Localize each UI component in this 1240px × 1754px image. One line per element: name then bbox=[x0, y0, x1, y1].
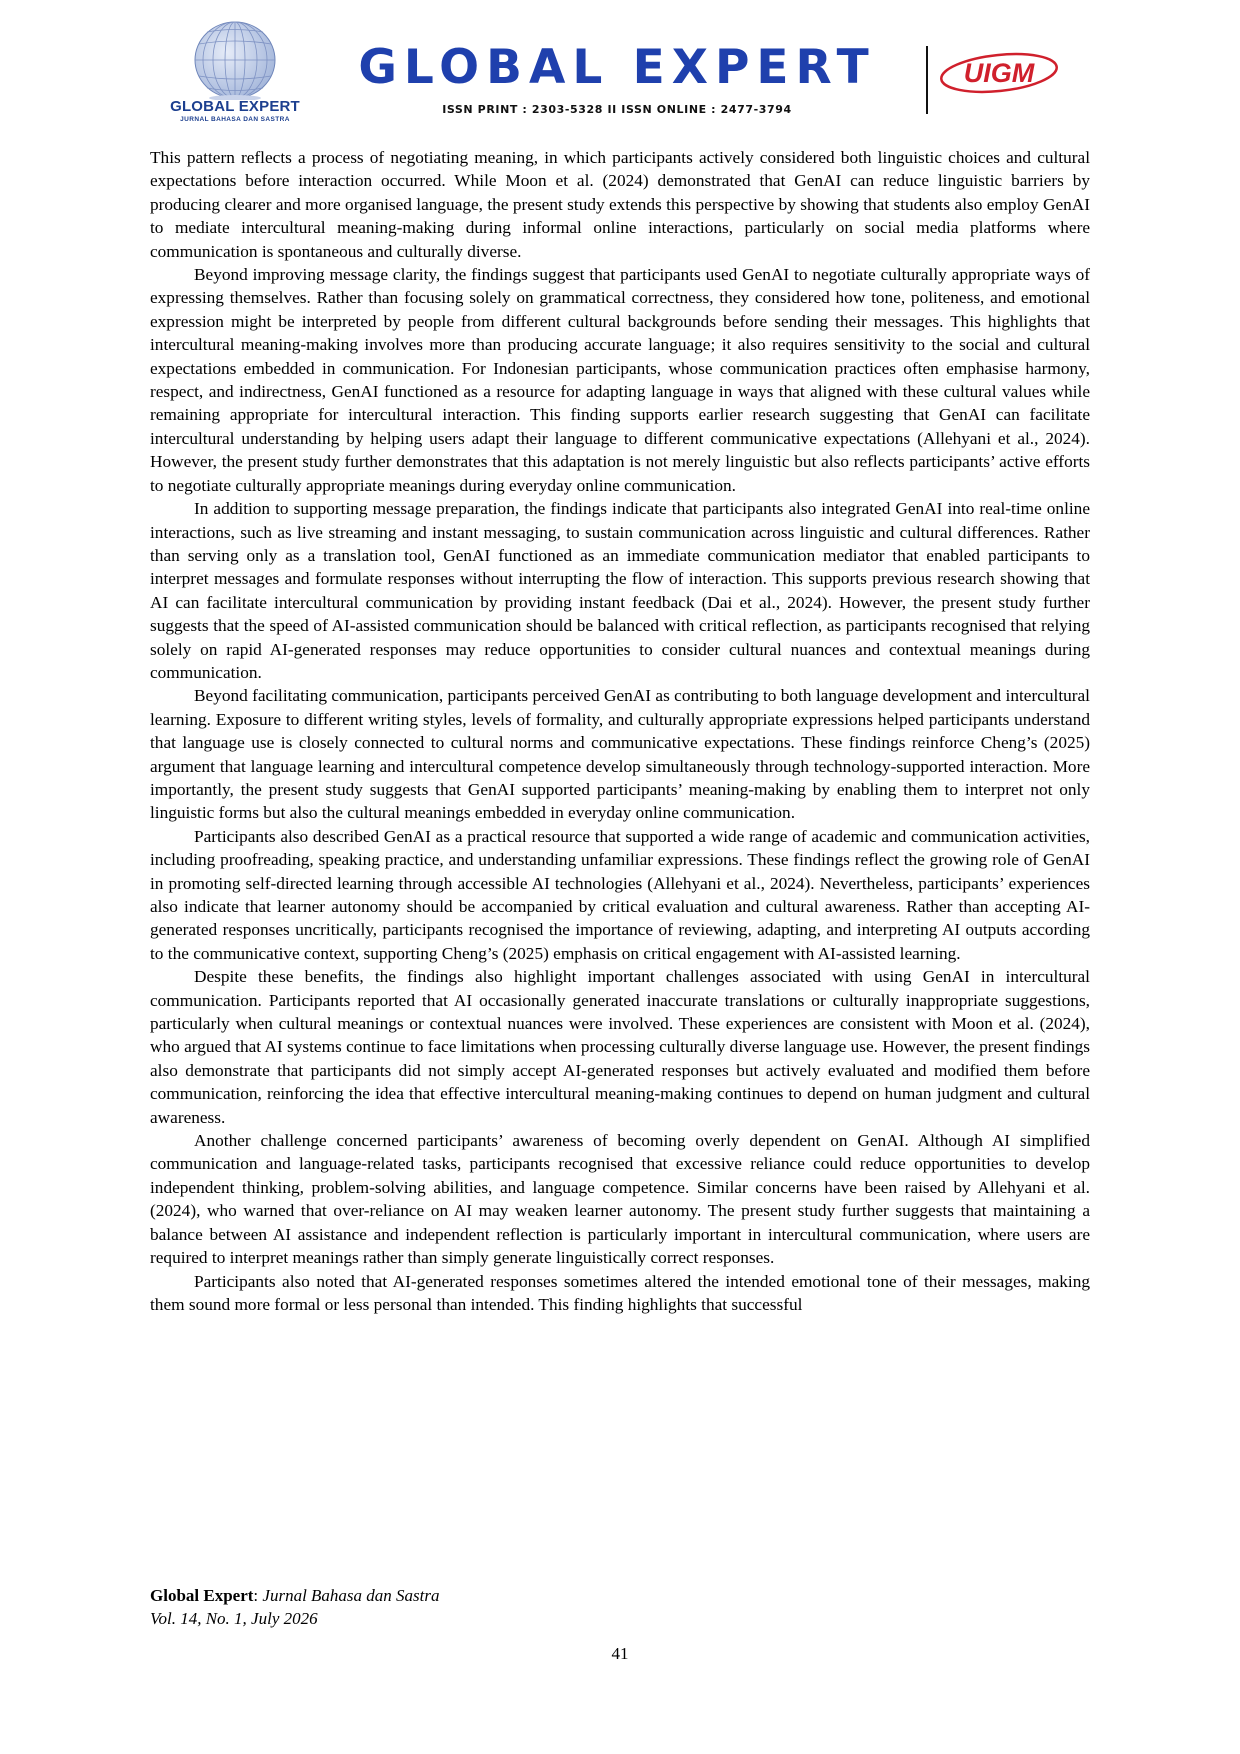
paragraph: In addition to supporting message preparation, the findings indicate that participants also integrated GenAI into real-time online interactions, such as live streaming and instant messaging, to sustain communication across linguistic and cultural differences. Rather than serving only as a translation tool, GenAI functioned as an immediate communication mediator that enabled participants to interpret messages and formulate responses without interrupting the flow of interaction. This supports previous research showing that AI can facilitate intercultural communication by providing instant feedback (Dai et al., 2024). However, the present study further suggests that the speed of AI-assisted communication should be balanced with critical reflection, as participants recognised that relying solely on rapid AI-generated responses may reduce opportunities to consider cultural nuances and contextual meanings during communication. bbox=[150, 499, 1090, 682]
footer-journal-subtitle: Jurnal Bahasa dan Sastra bbox=[262, 1586, 440, 1605]
paragraph: Despite these benefits, the findings also highlight important challenges associated with using GenAI in intercultural communication. Participants reported that AI occasionally generated inaccurate translations or culturally inappropriate suggestions, particularly when cultural meanings or contextual nuances were involved. These experiences are consistent with Moon et al. (2024), who argued that AI systems continue to face limitations when processing culturally diverse language use. However, the present findings also demonstrate that participants did not simply accept AI-generated responses but actively evaluated and modified them before communication, reinforcing the idea that effective intercultural meaning-making continues to depend on human judgment and cultural awareness. bbox=[150, 967, 1090, 1127]
footer-journal-line bbox=[150, 1584, 1090, 1607]
footer-volume: Vol. 14, No. 1, July 2026 bbox=[150, 1609, 318, 1628]
footer-journal-separator: : bbox=[253, 1586, 263, 1605]
header-divider bbox=[926, 46, 928, 114]
paragraph: This pattern reflects a process of negotiating meaning, in which participants actively considered both linguistic choices and cultural expectations before interaction occurred. While Moon et al. (2024) demonstrated that GenAI can reduce linguistic barriers by producing clearer and more organised language, the present study extends this perspective by showing that students also employ GenAI to mediate intercultural meaning-making during informal online interactions, particularly on social media platforms where communication is spontaneous and culturally diverse. bbox=[150, 148, 1090, 261]
uigm-logo bbox=[936, 50, 1062, 96]
logo-subtext: JURNAL BAHASA DAN SASTRA bbox=[180, 116, 290, 123]
paragraph: Beyond facilitating communication, participants perceived GenAI as contributing to both language development and intercultural learning. Exposure to different writing styles, levels of formality, and culturally appropriate expressions helped participants understand that language use is closely connected to cultural norms and communicative expectations. These findings reinforce Cheng’s (2025) argument that language learning and intercultural competence develop simultaneously through technology-supported interaction. More importantly, the present study suggests that GenAI supported participants’ meaning-making by enabling them to interpret not only linguistic forms but also the cultural meanings embedded in everyday online communication. bbox=[150, 686, 1090, 823]
journal-header bbox=[0, 0, 1240, 140]
paragraph: Participants also described GenAI as a practical resource that supported a wide range of academic and communication activities, including proofreading, speaking practice, and understanding unfamiliar expressions. These findings reflect the growing role of GenAI in promoting self-directed learning through accessible AI technologies (Allehyani et al., 2024). Nevertheless, participants’ experiences also indicate that learner autonomy should be accompanied by critical evaluation and cultural awareness. Rather than accepting AI-generated responses uncritically, participants recognised the importance of reviewing, adapting, and interpreting AI outputs according to the communicative context, supporting Cheng’s (2025) emphasis on critical engagement with AI-assisted learning. bbox=[150, 826, 1090, 963]
uigm-logo-text: UIGM bbox=[963, 58, 1035, 88]
logo-text: GLOBAL EXPERT bbox=[170, 98, 300, 115]
journal-title: GLOBAL EXPERT bbox=[358, 40, 876, 95]
paragraph: Participants also noted that AI-generated responses sometimes altered the intended emotional tone of their messages, making them sound more formal or less personal than intended. This finding highlights that successful bbox=[150, 1271, 1090, 1314]
page-number: 41 bbox=[611, 1644, 629, 1663]
journal-footer bbox=[150, 1584, 1090, 1630]
article-body bbox=[150, 146, 1090, 1316]
footer-journal-name: Global Expert bbox=[150, 1586, 254, 1605]
issn-line: ISSN PRINT : 2303-5328 II ISSN ONLINE : 2477-3794 bbox=[442, 103, 792, 116]
paragraph: Another challenge concerned participants’ awareness of becoming overly dependent on GenAI. Although AI simplified communication and language-related tasks, participants recognised that excessive reliance could reduce opportunities to develop independent thinking, problem-solving abilities, and language competence. Similar concerns have been raised by Allehyani et al. (2024), who warned that over-reliance on AI may weaken learner autonomy. The present study further suggests that maintaining a balance between AI assistance and independent reflection is particularly important in intercultural communication, where users are required to interpret meanings rather than simply generate linguistically correct responses. bbox=[150, 1131, 1090, 1268]
globe-icon bbox=[183, 20, 287, 100]
paragraph: Beyond improving message clarity, the findings suggest that participants used GenAI to negotiate culturally appropriate ways of expressing themselves. Rather than focusing solely on grammatical correctness, they considered how tone, politeness, and emotional expression might be interpreted by people from different cultural backgrounds before sending their messages. This highlights that intercultural meaning-making involves more than producing accurate language; it also requires sensitivity to the social and cultural expectations embedded in communication. For Indonesian participants, whose communication practices often emphasise harmony, respect, and indirectness, GenAI functioned as a resource for adapting language in ways that aligned with these cultural values while remaining appropriate for intercultural interaction. This finding supports earlier research suggesting that GenAI can facilitate intercultural understanding by helping users adapt their language to different communicative expectations (Allehyani et al., 2024). However, the present study further demonstrates that this adaptation is not merely linguistic but also reflects participants’ active efforts to negotiate culturally appropriate meanings during everyday online communication. bbox=[150, 265, 1090, 495]
global-expert-logo bbox=[160, 20, 310, 130]
